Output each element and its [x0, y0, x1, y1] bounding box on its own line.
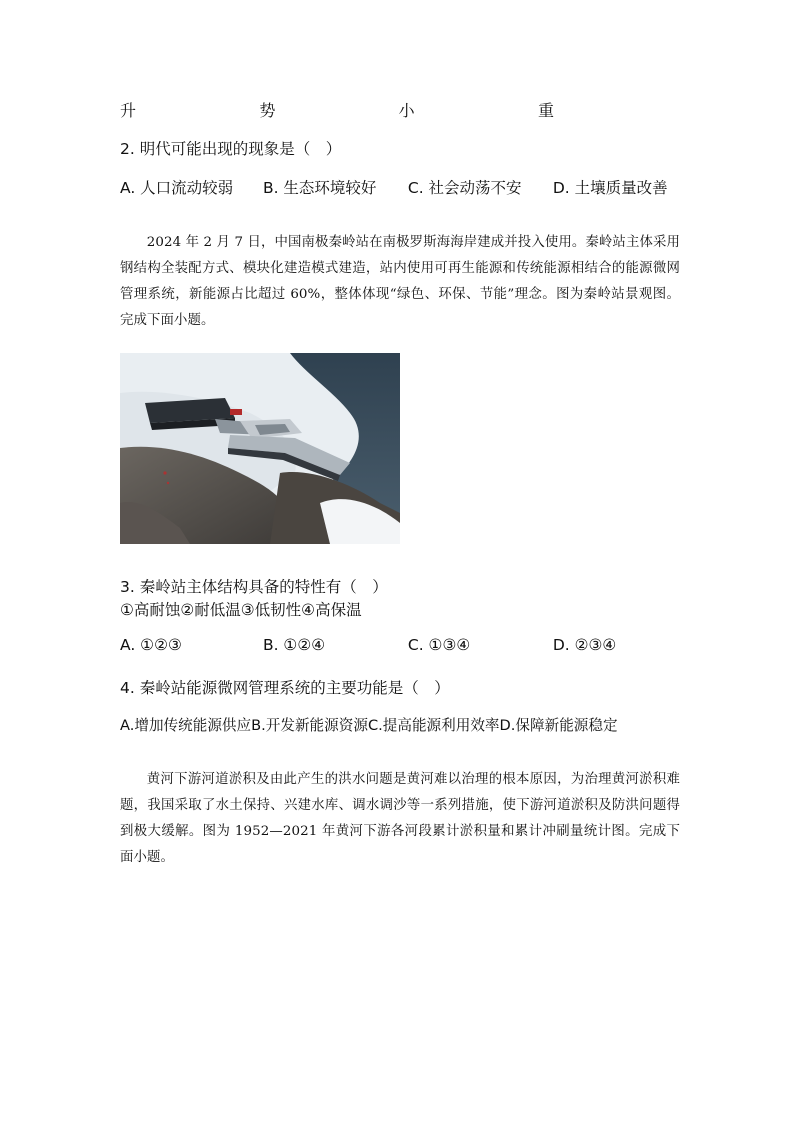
- question-3-stem: 3. 秦岭站主体结构具备的特性有（ ）: [120, 578, 388, 596]
- q3-option-d[interactable]: D. ②③④: [552, 636, 617, 654]
- passage-qinling-station: 2024 年 2 月 7 日，中国南极秦岭站在南极罗斯海海岸建成并投入使用。秦岭站主体采用钢结构全装配方式、模块化建造模式建造，站内使用可再生能源和传统能源相结合的能源微网管理系统，新能源占比超过 60%，整体体现“绿色、环保、节能”理念。图为秦岭站景观图。完成下面小题。: [120, 235, 680, 328]
- q2-option-b[interactable]: B. 生态环境较好: [262, 179, 377, 197]
- char-4: 重: [537, 101, 554, 120]
- char-3: 小: [398, 101, 415, 120]
- q4-option-a[interactable]: A.增加传统能源供应: [120, 717, 252, 734]
- q4-option-d[interactable]: D.保障新能源稳定: [499, 717, 618, 734]
- question-2-options: [120, 176, 668, 198]
- q2-option-c[interactable]: C. 社会动荡不安: [407, 179, 522, 197]
- question-4-options: [120, 714, 618, 735]
- question-4-stem: 4. 秦岭站能源微网管理系统的主要功能是（ ）: [120, 679, 450, 697]
- q2-option-a[interactable]: A. 人口流动较弱: [120, 179, 234, 197]
- q3-option-c[interactable]: C. ①③④: [407, 636, 471, 654]
- char-2: 势: [259, 101, 276, 120]
- station-aerial-photo: [120, 353, 400, 544]
- question-3-options: [120, 636, 616, 654]
- q3-option-b[interactable]: B. ①②④: [262, 636, 326, 654]
- passage-yellow-river: 黄河下游河道淤积及由此产生的洪水问题是黄河难以治理的根本原因，为治理黄河淤积难题，我国采取了水土保持、兴建水库、调水调沙等一系列措施，使下游河道淤积及防洪问题得到极大缓解。图为 1952—2021 年黄河下游各河段累计淤积量和累计冲刷量统计图。完成下面小题。: [120, 772, 680, 865]
- q4-option-b[interactable]: B.开发新能源资源: [251, 717, 368, 734]
- q2-option-d[interactable]: D. 土壤质量改善: [552, 179, 668, 197]
- question-3-traits: ①高耐蚀②耐低温③低韧性④高保温: [120, 601, 362, 619]
- station-photo-illustration: [120, 353, 400, 544]
- question-2-stem: 2. 明代可能出现的现象是（ ）: [120, 140, 342, 158]
- char-1: 升: [120, 101, 137, 120]
- q3-option-a[interactable]: A. ①②③: [120, 636, 182, 654]
- continued-option-row: [120, 98, 554, 121]
- q4-option-c[interactable]: C.提高能源利用效率: [367, 717, 500, 734]
